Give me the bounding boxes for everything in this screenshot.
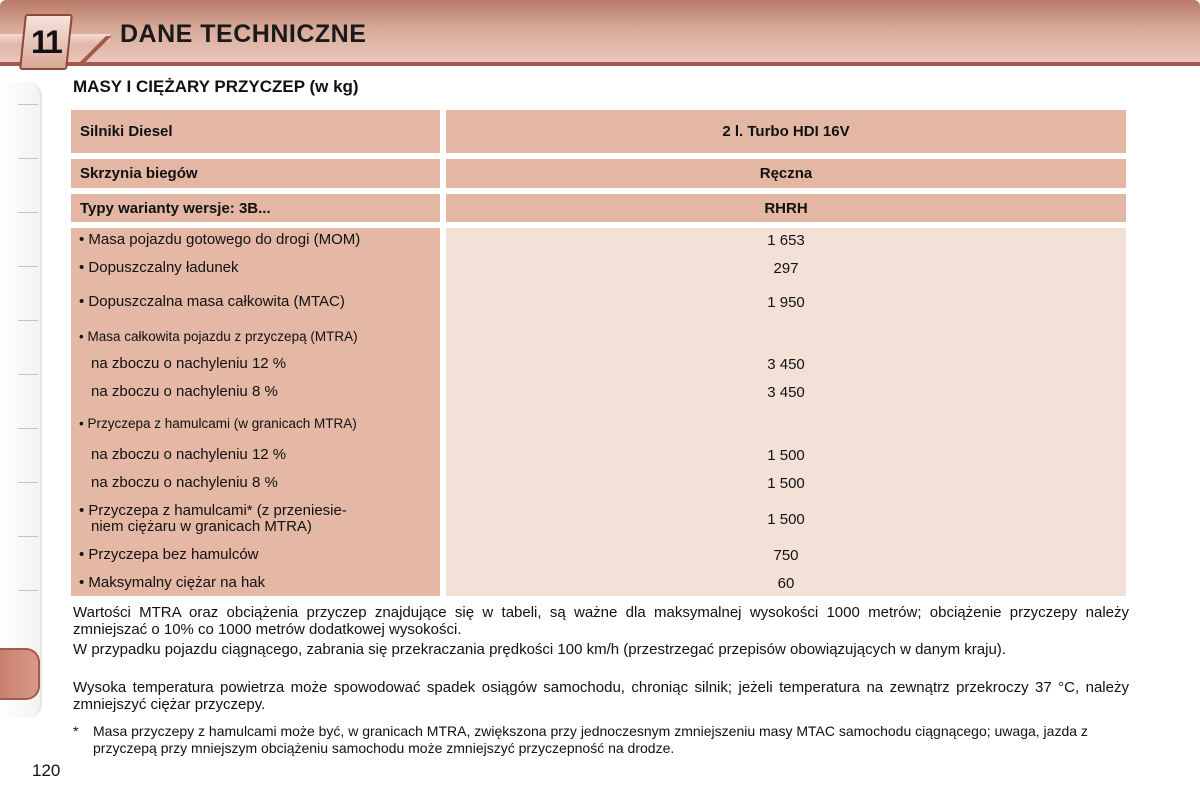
gearbox-label: Skrzynia biegów (80, 165, 198, 182)
margin-tick (18, 266, 38, 267)
active-chapter-marker (0, 648, 40, 700)
footnote (73, 723, 1129, 757)
table-row-value: 1 950 (767, 294, 805, 311)
margin-tick (18, 590, 38, 591)
gearbox-value: Ręczna (759, 165, 813, 182)
section-title: MASY I CIĘŻARY PRZYCZEP (w kg) (73, 77, 359, 96)
margin-tick (18, 428, 38, 429)
chapter-number-tab (19, 14, 73, 70)
engine-label-cell (71, 110, 440, 153)
table-row-value: 750 (773, 547, 799, 564)
types-value-cell (446, 194, 1126, 222)
table-row-value: 297 (773, 260, 799, 277)
table-row-value: 3 450 (767, 356, 805, 373)
table-row-label: • Dopuszczalny ładunek (79, 259, 239, 276)
table-body-right (446, 228, 1126, 596)
margin-tick (18, 320, 38, 321)
footnote-marker: * (73, 723, 79, 739)
table-body-left (71, 228, 440, 596)
table-row-value: 60 (777, 575, 795, 592)
margin-tick (18, 374, 38, 375)
gearbox-value-cell (446, 159, 1126, 188)
table-row-label: • Przyczepa bez hamulców (79, 546, 259, 563)
engine-label: Silniki Diesel (80, 123, 173, 140)
chapter-number: 11 (31, 23, 61, 60)
table-row-value: 1 500 (767, 447, 805, 464)
margin-tick (18, 536, 38, 537)
engine-value-cell (446, 110, 1126, 153)
table-row-label: na zboczu o nachyleniu 8 % (91, 474, 278, 491)
table-row-value: 3 450 (767, 384, 805, 401)
types-label-cell (71, 194, 440, 222)
table-row-label: • Maksymalny ciężar na hak (79, 574, 266, 591)
page-header (0, 0, 1200, 66)
margin-tick (18, 104, 38, 105)
page-number: 120 (32, 761, 61, 780)
types-label: Typy warianty wersje: 3B... (80, 199, 271, 217)
footnote-text: Masa przyczepy z hamulcami może być, w granicach MTRA, zwiększona przy jednoczesnym zmniejszeniu masy MTAC samochodu ciągnącego; uwaga, jazda z przyczepą przy mniejszym obciążeniu samochodu może zmniejszyć przyczepność na drodze. (93, 723, 1088, 756)
table-row-label: • Przyczepa z hamulcami (w granicach MTRA) (79, 416, 357, 431)
table-row-label: na zboczu o nachyleniu 12 % (91, 446, 287, 463)
chapter-margin-rail (0, 82, 42, 718)
table-row-label: • Masa całkowita pojazdu z przyczepą (MTRA) (79, 329, 358, 344)
table-row-value: 1 653 (767, 232, 805, 249)
margin-tick (18, 158, 38, 159)
note-paragraph: Wysoka temperatura powietrza może spowodować spadek osiągów samochodu, chroniąc silnik; jeżeli temperatura na zewnątrz przekroczy 37 °C, należy zmniejszyć ciężar przyczepy. (73, 679, 1129, 713)
engine-value: 2 l. Turbo HDI 16V (722, 123, 850, 140)
header-slant-decoration (72, 36, 116, 62)
note-paragraph: Wartości MTRA oraz obciążenia przyczep znajdujące się w tabeli, są ważne dla maksymalnej wysokości 1000 metrów; obciążenie przyczepy należy zmniejszać o 10% co 1000 metrów dodatkowej wysokości. (73, 604, 1129, 638)
table-row-value: 1 500 (767, 511, 805, 528)
margin-tick (18, 482, 38, 483)
table-row-value: 1 500 (767, 475, 805, 492)
page-title: DANE TECHNICZNE (120, 20, 367, 48)
table-row-label: na zboczu o nachyleniu 8 % (91, 383, 278, 400)
table-row-label: na zboczu o nachyleniu 12 % (91, 355, 287, 372)
gearbox-label-cell (71, 159, 440, 188)
table-row-label-continued: niem ciężaru w granicach MTRA) (91, 518, 312, 535)
margin-tick (18, 212, 38, 213)
table-row-label: • Dopuszczalna masa całkowita (MTAC) (79, 293, 345, 310)
note-paragraph: W przypadku pojazdu ciągnącego, zabrania się przekraczania prędkości 100 km/h (przestrzegać przepisów obowiązujących w danym kraju). (73, 641, 1006, 658)
table-row-label: • Przyczepa z hamulcami* (z przeniesie- (79, 502, 347, 519)
types-value: RHRH (764, 199, 808, 217)
table-row-label: • Masa pojazdu gotowego do drogi (MOM) (79, 231, 361, 248)
